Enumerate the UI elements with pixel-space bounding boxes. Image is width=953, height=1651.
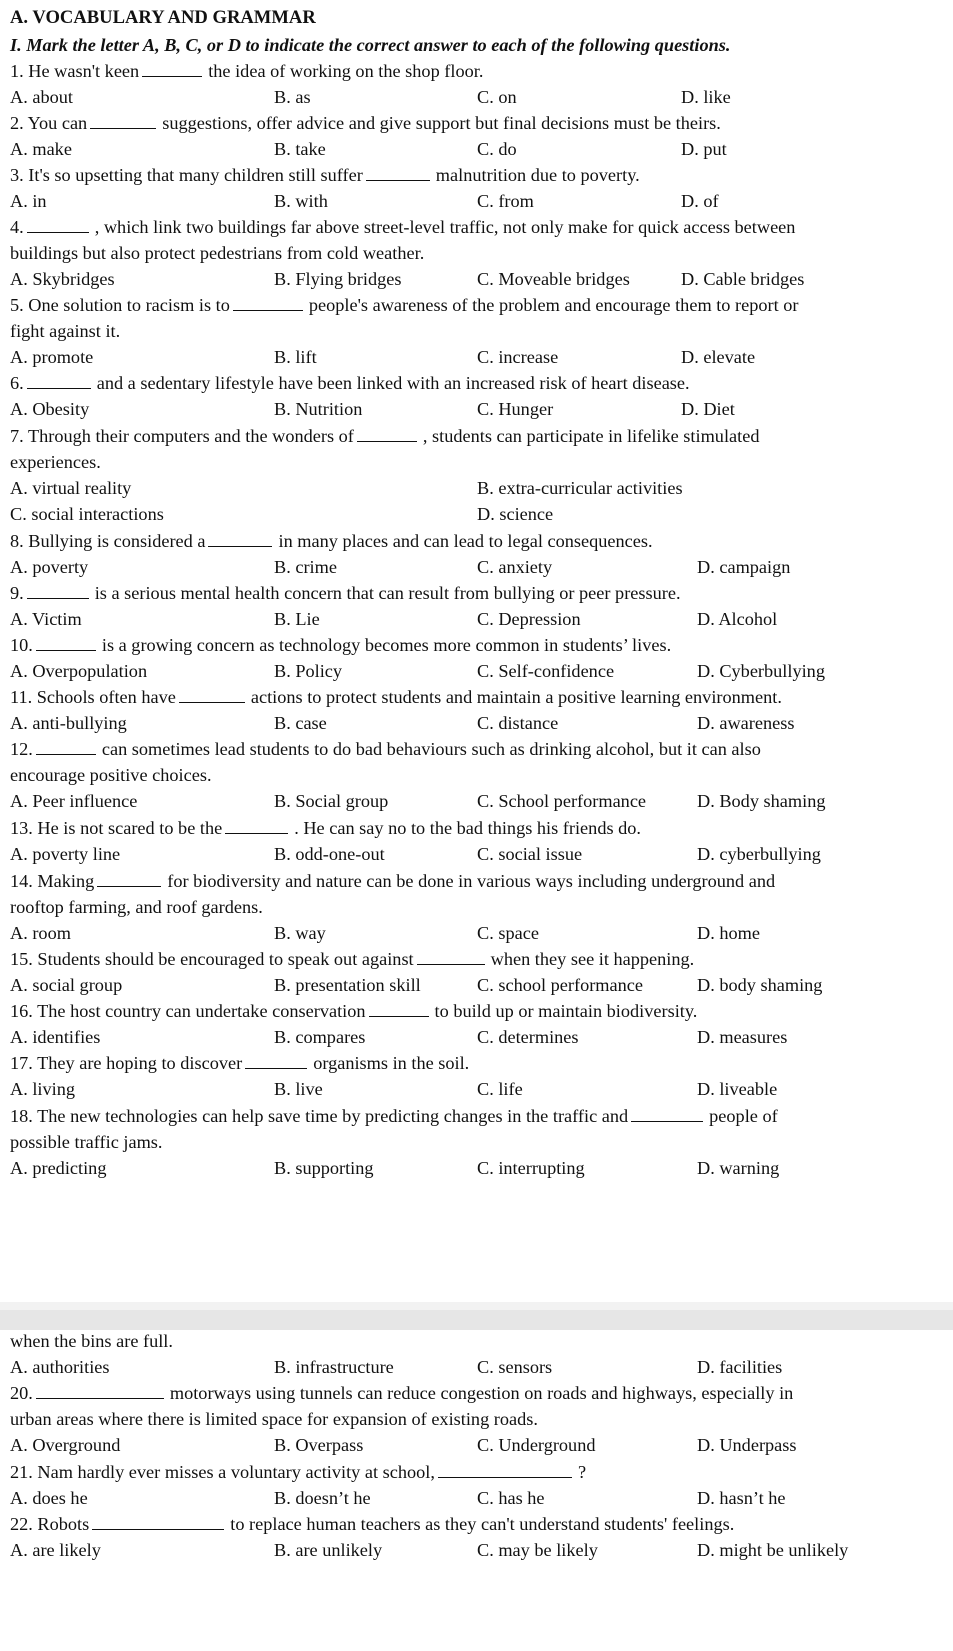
question-6-text-end: and a sedentary lifestyle have been linked with an increased risk of heart disease. [96,373,690,393]
question-9-option-d: D. Alcohol [697,609,778,629]
question-20-text-start: 20. [10,1383,33,1403]
section-heading: A. VOCABULARY AND GRAMMAR [10,7,316,28]
question-16-stem [10,998,945,1024]
answer-blank [27,387,91,389]
question-1-option-b: B. as [274,87,311,107]
question-6-option-a: A. Obesity [10,399,90,419]
answer-blank [92,1528,224,1530]
question-15-text-start: 15. Students should be encouraged to speak out against [10,949,414,969]
question-3-option-d: D. of [681,191,719,211]
answer-blank [36,649,96,651]
answer-blank [36,753,96,755]
question-17-text-end: organisms in the soil. [313,1053,470,1073]
question-18-text-end: people of [709,1106,778,1126]
question-10-option-d: D. Cyberbullying [697,661,825,681]
question-3-text-start: 3. It's so upsetting that many children still suffer [10,165,363,185]
question-2-option-a: A. make [10,139,72,159]
question-15-option-d: D. body shaming [697,975,823,995]
question-3-option-c: C. from [477,191,534,211]
answer-blank [417,963,485,965]
answer-blank [142,75,202,77]
answer-blank [27,597,89,599]
question-5-option-c: C. increase [477,347,559,367]
question-14-text-end: for biodiversity and nature can be done in various ways including underground and [167,871,776,891]
question-20-option-a: A. Overground [10,1435,121,1455]
question-15-text-end: when they see it happening. [490,949,695,969]
question-19-continuation: when the bins are full. [10,1331,173,1351]
question-18-option-d: D. warning [697,1158,780,1178]
question-8-text-end: in many places and can lead to legal consequences. [278,531,653,551]
question-11-option-b: B. case [274,713,327,733]
question-2-text-end: suggestions, offer advice and give support but final decisions must be theirs. [162,113,721,133]
instruction-line: I. Mark the letter A, B, C, or D to indicate the correct answer to each of the following questions. [10,35,731,55]
question-2-option-d: D. put [681,139,727,159]
question-19-option-a: A. authorities [10,1357,110,1377]
answer-blank [366,179,430,181]
question-13-option-d: D. cyberbullying [697,844,821,864]
question-13-option-b: B. odd-one-out [274,844,385,864]
question-10-option-c: C. Self-confidence [477,661,615,681]
question-19-option-c: C. sensors [477,1357,553,1377]
question-9-option-c: C. Depression [477,609,581,629]
answer-blank [438,1476,572,1478]
question-13-text-start: 13. He is not scared to be the [10,818,223,838]
question-13-option-c: C. social issue [477,844,583,864]
question-7-text-start: 7. Through their computers and the wonders of [10,426,354,446]
question-9-option-a: A. Victim [10,609,82,629]
answer-blank [90,127,156,129]
question-20-stem [10,1380,945,1406]
question-11-stem [10,684,945,710]
question-12-option-c: C. School performance [477,791,647,811]
question-5-continuation: fight against it. [10,321,121,341]
answer-blank [245,1067,307,1069]
question-18-option-b: B. supporting [274,1158,374,1178]
question-21-option-d: D. hasn’t he [697,1488,786,1508]
question-1-text-start: 1. He wasn't keen [10,61,140,81]
question-21-text-start: 21. Nam hardly ever misses a voluntary activity at school, [10,1462,435,1482]
question-7-option-a: A. virtual reality [10,478,132,498]
question-18-option-c: C. interrupting [477,1158,585,1178]
question-12-stem [10,736,945,762]
question-7-stem [10,423,945,449]
question-3-text-end: malnutrition due to poverty. [435,165,640,185]
question-3-stem [10,162,945,188]
question-11-option-d: D. awareness [697,713,795,733]
question-6-option-b: B. Nutrition [274,399,363,419]
question-12-option-a: A. Peer influence [10,791,138,811]
page-break-shadow [0,1302,953,1310]
question-12-continuation: encourage positive choices. [10,765,212,785]
question-9-option-b: B. Lie [274,609,320,629]
question-12-text-start: 12. [10,739,33,759]
question-9-stem [10,580,945,606]
question-5-stem [10,292,945,318]
question-8-option-c: C. anxiety [477,557,553,577]
question-21-option-c: C. has he [477,1488,545,1508]
question-16-option-c: C. determines [477,1027,579,1047]
question-2-stem [10,110,945,136]
answer-blank [233,309,303,311]
question-7-option-d: D. science [477,504,554,524]
question-19-option-b: B. infrastructure [274,1357,394,1377]
question-2-option-c: C. do [477,139,517,159]
question-8-option-d: D. campaign [697,557,791,577]
question-10-stem [10,632,945,658]
question-2-text-start: 2. You can [10,113,88,133]
question-4-continuation: buildings but also protect pedestrians from cold weather. [10,243,425,263]
question-21-text-end: ? [577,1462,587,1482]
question-21-stem [10,1459,945,1485]
question-2-option-b: B. take [274,139,326,159]
question-6-option-c: C. Hunger [477,399,554,419]
question-4-option-c: C. Moveable bridges [477,269,630,289]
question-15-option-b: B. presentation skill [274,975,421,995]
question-17-option-a: A. living [10,1079,76,1099]
question-16-text-end: to build up or maintain biodiversity. [434,1001,698,1021]
question-3-option-a: A. in [10,191,47,211]
question-5-option-a: A. promote [10,347,94,367]
question-7-text-end: , students can participate in lifelike stimulated [422,426,760,446]
question-6-text-start: 6. [10,373,24,393]
question-1-text-end: the idea of working on the shop floor. [208,61,484,81]
question-17-stem [10,1050,945,1076]
question-18-option-a: A. predicting [10,1158,107,1178]
question-16-option-a: A. identifies [10,1027,101,1047]
question-8-option-a: A. poverty [10,557,89,577]
answer-blank [225,832,288,834]
question-11-text-start: 11. Schools often have [10,687,176,707]
answer-blank [179,701,245,703]
question-4-text-start: 4. [10,217,24,237]
question-4-option-b: B. Flying bridges [274,269,402,289]
question-14-option-d: D. home [697,923,760,943]
question-5-text-start: 5. One solution to racism is to [10,295,230,315]
question-3-option-b: B. with [274,191,328,211]
question-6-stem [10,370,945,396]
question-1-option-c: C. on [477,87,517,107]
question-20-option-c: C. Underground [477,1435,596,1455]
question-8-option-b: B. crime [274,557,337,577]
question-5-option-d: D. elevate [681,347,756,367]
question-22-text-start: 22. Robots [10,1514,90,1534]
question-16-option-b: B. compares [274,1027,366,1047]
question-15-option-c: C. school performance [477,975,643,995]
question-4-stem [10,214,945,240]
question-12-option-d: D. Body shaming [697,791,826,811]
question-15-stem [10,946,945,972]
answer-blank [97,885,161,887]
question-7-option-c: C. social interactions [10,504,164,524]
question-10-text-start: 10. [10,635,33,655]
question-14-stem [10,868,945,894]
question-16-option-d: D. measures [697,1027,788,1047]
question-22-option-c: C. may be likely [477,1540,598,1560]
question-11-text-end: actions to protect students and maintain a positive learning environment. [250,687,782,707]
question-21-option-a: A. does he [10,1488,88,1508]
question-19-option-d: D. facilities [697,1357,783,1377]
question-16-text-start: 16. The host country can undertake conservation [10,1001,366,1021]
question-20-option-d: D. Underpass [697,1435,797,1455]
question-14-option-a: A. room [10,923,71,943]
question-22-text-end: to replace human teachers as they can't understand students' feelings. [230,1514,735,1534]
answer-blank [27,231,89,233]
question-10-text-end: is a growing concern as technology becomes more common in students’ lives. [101,635,672,655]
question-22-option-a: A. are likely [10,1540,101,1560]
question-1-option-a: A. about [10,87,73,107]
question-6-option-d: D. Diet [681,399,735,419]
question-18-continuation: possible traffic jams. [10,1132,163,1152]
question-14-option-b: B. way [274,923,326,943]
question-8-stem [10,528,945,554]
question-4-text-end: , which link two buildings far above street-level traffic, not only make for quick access between [94,217,796,237]
answer-blank [357,440,417,442]
question-12-option-b: B. Social group [274,791,389,811]
answer-blank [208,545,272,547]
page-break-divider [0,1310,953,1330]
question-15-option-a: A. social group [10,975,123,995]
question-12-text-end: can sometimes lead students to do bad behaviours such as drinking alcohol, but it can also [101,739,761,759]
question-17-text-start: 17. They are hoping to discover [10,1053,243,1073]
question-11-option-a: A. anti-bullying [10,713,127,733]
question-13-option-a: A. poverty line [10,844,121,864]
question-9-text-start: 9. [10,583,24,603]
question-11-option-c: C. distance [477,713,559,733]
question-10-option-a: A. Overpopulation [10,661,148,681]
question-22-option-d: D. might be unlikely [697,1540,849,1560]
question-17-option-c: C. life [477,1079,523,1099]
answer-blank [369,1015,429,1017]
question-14-text-start: 14. Making [10,871,95,891]
question-22-stem [10,1511,945,1537]
question-14-option-c: C. space [477,923,539,943]
question-20-continuation: urban areas where there is limited space for expansion of existing roads. [10,1409,538,1429]
question-17-option-b: B. live [274,1079,323,1099]
question-7-option-b: B. extra-curricular activities [477,478,683,498]
question-13-stem [10,815,945,841]
question-8-text-start: 8. Bullying is considered a [10,531,206,551]
question-22-option-b: B. are unlikely [274,1540,383,1560]
question-21-option-b: B. doesn’t he [274,1488,371,1508]
answer-blank [36,1397,164,1399]
question-20-option-b: B. Overpass [274,1435,364,1455]
question-9-text-end: is a serious mental health concern that can result from bullying or peer pressure. [94,583,681,603]
question-13-text-end: . He can say no to the bad things his friends do. [294,818,641,838]
question-7-continuation: experiences. [10,452,101,472]
answer-blank [631,1120,703,1122]
question-4-option-d: D. Cable bridges [681,269,805,289]
question-5-option-b: B. lift [274,347,317,367]
question-18-text-start: 18. The new technologies can help save time by predicting changes in the traffic and [10,1106,629,1126]
question-1-option-d: D. like [681,87,731,107]
question-18-stem [10,1103,945,1129]
question-1-stem [10,58,945,84]
question-17-option-d: D. liveable [697,1079,778,1099]
question-10-option-b: B. Policy [274,661,343,681]
question-20-text-end: motorways using tunnels can reduce congestion on roads and highways, especially in [169,1383,794,1403]
question-4-option-a: A. Skybridges [10,269,115,289]
question-14-continuation: rooftop farming, and roof gardens. [10,897,263,917]
question-5-text-end: people's awareness of the problem and encourage them to report or [308,295,799,315]
